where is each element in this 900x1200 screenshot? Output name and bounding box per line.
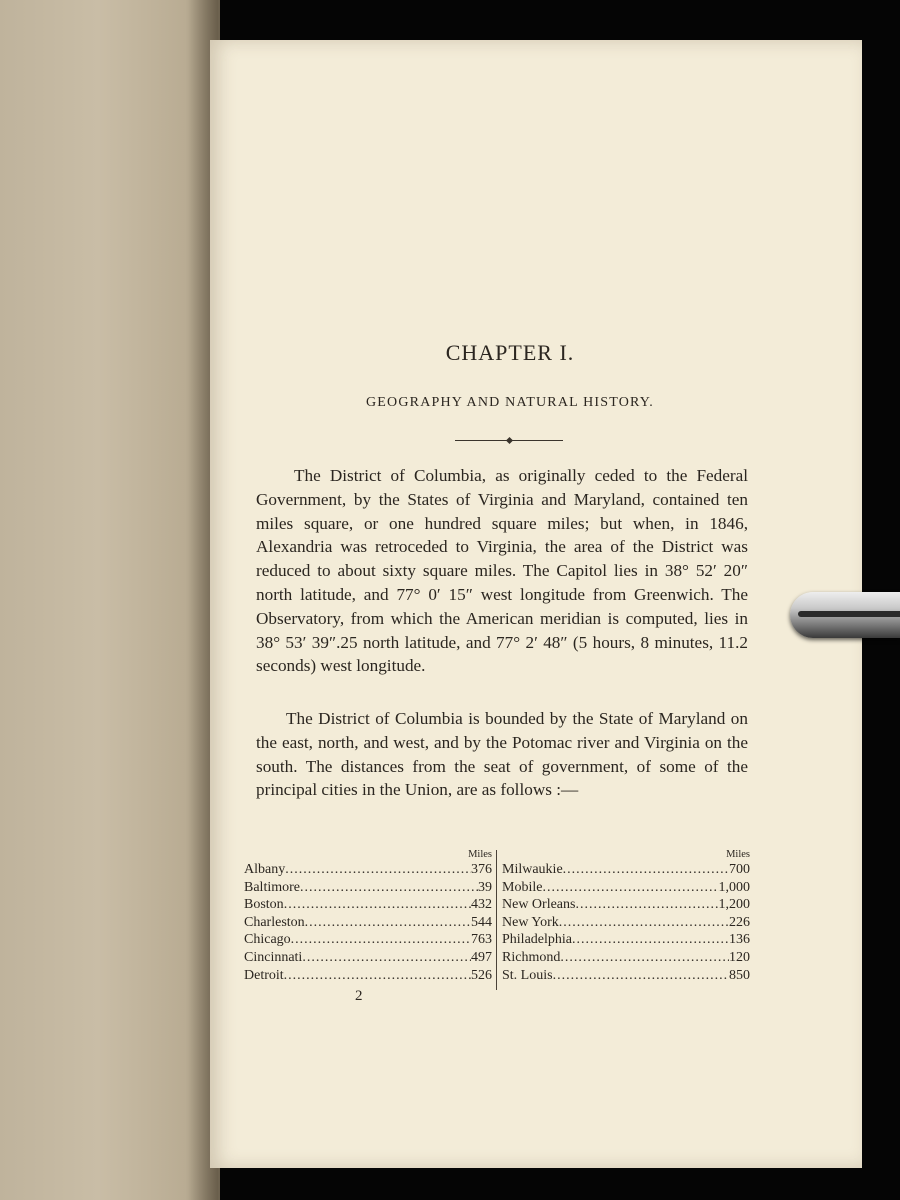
leader-dots [553, 967, 729, 985]
column-header-miles: Miles [468, 849, 492, 860]
city-name: Chicago [244, 932, 291, 948]
distance-miles: 850 [729, 967, 750, 983]
leader-dots [575, 896, 718, 914]
city-name: New Orleans [502, 897, 576, 913]
distance-miles: 432 [471, 897, 492, 913]
distance-row [244, 931, 492, 949]
distance-row [502, 931, 750, 949]
distance-row [502, 967, 750, 985]
distance-row [244, 949, 492, 967]
distance-miles: 136 [729, 932, 750, 948]
leader-dots [305, 914, 471, 932]
leader-dots [284, 967, 471, 985]
metal-bookmark [790, 592, 900, 638]
city-name: Milwaukie [502, 862, 563, 877]
leader-dots [300, 879, 478, 897]
city-name: Mobile [502, 879, 543, 895]
distance-row [502, 914, 750, 932]
distance-row [244, 914, 492, 932]
distance-miles: 700 [729, 862, 750, 877]
distance-row [502, 879, 750, 897]
city-name: New York [502, 914, 559, 930]
city-name: Philadelphia [502, 932, 572, 948]
chapter-subtitle: GEOGRAPHY AND NATURAL HISTORY. [365, 395, 655, 410]
leader-dots [572, 931, 729, 949]
distance-column-right [502, 848, 750, 984]
left-page [0, 0, 220, 1200]
distance-row [244, 967, 492, 985]
city-name: Albany [244, 862, 286, 877]
city-name: Detroit [244, 967, 284, 983]
distance-row [502, 949, 750, 967]
distance-miles: 544 [471, 914, 492, 930]
paragraph-2: The District of Columbia is bounded by the State of Maryland on the east, north, and west, and by the Potomac river and Virginia on the south. The distances from the seat of government, of some of the principal cities in the Union, are as follows :— [256, 709, 748, 800]
column-header-miles: Miles [726, 849, 750, 860]
page-number: 2 [355, 988, 363, 1004]
leader-dots [559, 914, 729, 932]
distance-row [244, 879, 492, 897]
distance-miles: 1,200 [718, 897, 750, 913]
city-name: Boston [244, 897, 284, 913]
leader-dots [285, 861, 471, 879]
distance-row [244, 861, 492, 879]
chapter-title: CHAPTER I. [445, 340, 575, 365]
distance-row [502, 896, 750, 914]
distance-row [244, 896, 492, 914]
paragraph-1: The District of Columbia, as originally ceded to the Federal Government, by the States of Virginia and Maryland, contained ten miles square, or one hundred square miles; but when, in 1846, Alexandria was retroceded to Virginia, the area of the District was reduced to about sixty square miles. The Capitol lies in 38° 52′ 20″ north latitude, and 77° 0′ 15″ west longitude from Greenwich. The Observatory, from which the American meridian is computed, lies in 38° 53′ 39″.25 north latitude, and 77° 2′ 48″ (5 hours, 8 minutes, 11.2 seconds) west longitude. [256, 466, 748, 676]
distance-miles: 376 [471, 862, 492, 877]
column-divider [496, 850, 497, 990]
leader-dots [284, 896, 471, 914]
ornament-rule [455, 440, 563, 441]
book-page [210, 40, 862, 1168]
distance-miles: 526 [471, 967, 492, 983]
leader-dots [542, 879, 718, 897]
city-name: Richmond [502, 949, 561, 965]
distance-column-left [244, 848, 492, 984]
distance-row [502, 861, 750, 879]
ornament-diamond [506, 437, 513, 444]
leader-dots [291, 931, 471, 949]
leader-dots [563, 861, 729, 879]
city-name: St. Louis [502, 967, 553, 983]
distance-miles: 39 [478, 879, 492, 895]
city-name: Charleston [244, 914, 305, 930]
leader-dots [302, 949, 471, 967]
distance-miles: 226 [729, 914, 750, 930]
city-name: Cincinnati [244, 949, 303, 965]
distance-miles: 120 [729, 949, 750, 965]
city-name: Baltimore [244, 879, 300, 895]
distance-miles: 763 [471, 932, 492, 948]
distance-miles: 497 [471, 949, 492, 965]
distance-miles: 1,000 [718, 879, 750, 895]
leader-dots [560, 949, 729, 967]
